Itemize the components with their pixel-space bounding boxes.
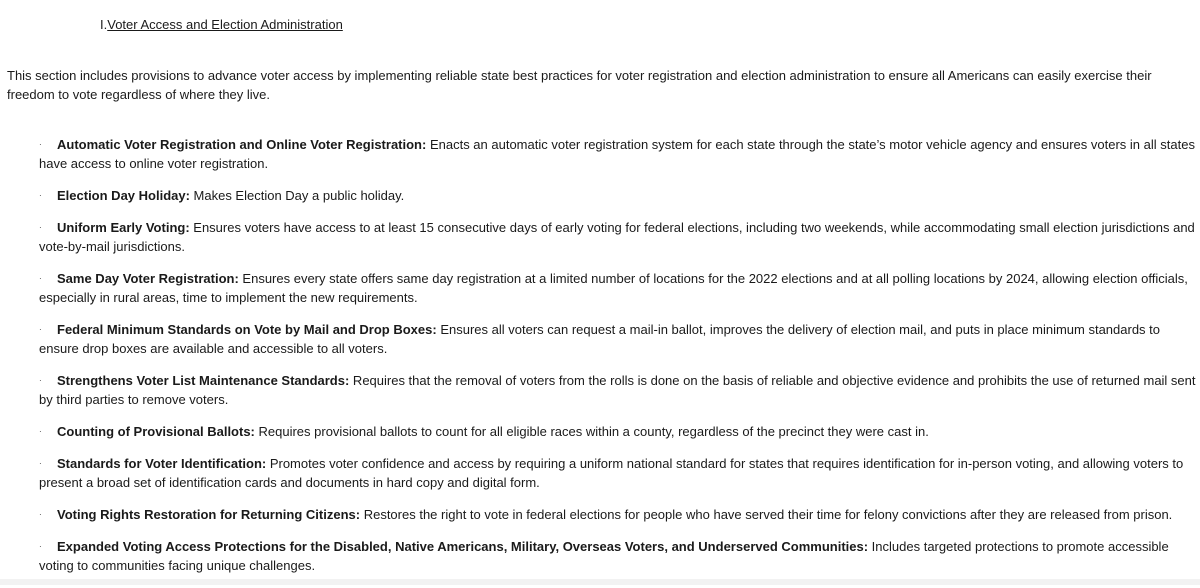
provision-text: Requires that the removal of voters from the rolls is done on the basis of reliable and objective evidence and prohibits the use of returned mail sent by third parties to remove voters. [39, 373, 1196, 407]
provision-label: Expanded Voting Access Protections for the Disabled, Native Americans, Military, Overseas Voters, and Underserved Communities: [57, 539, 869, 554]
bullet-icon: · [39, 140, 42, 149]
provision-label: Federal Minimum Standards on Vote by Mail and Drop Boxes: [57, 322, 437, 337]
provision-text: Ensures voters have access to at least 15 consecutive days of early voting for federal elections, including two weekends, while accommodating small election jurisdictions and vote-by-mail jurisdictions. [39, 220, 1195, 254]
provision-item [39, 422, 1199, 441]
provision-label: Same Day Voter Registration: [57, 271, 239, 286]
provision-item [39, 186, 1199, 205]
provision-item [39, 371, 1199, 409]
bullet-icon: · [39, 191, 42, 200]
provision-text: Ensures every state offers same day registration at a limited number of locations for the 2022 elections and at all polling locations by 2024, allowing election officials, especially in rural areas, time to implement the new requirements. [39, 271, 1188, 305]
provision-text: Makes Election Day a public holiday. [189, 188, 405, 203]
provision-label: Counting of Provisional Ballots: [57, 424, 255, 439]
bullet-icon: · [39, 459, 42, 468]
provision-label: Voting Rights Restoration for Returning Citizens: [57, 507, 361, 522]
provision-label: Standards for Voter Identification: [57, 456, 267, 471]
provision-item [39, 537, 1199, 575]
bullet-icon: · [39, 542, 42, 551]
bottom-edge [0, 579, 1200, 585]
provision-text: Requires provisional ballots to count for all eligible races within a county, regardless of the precinct they were cast in. [254, 424, 929, 439]
provision-label: Strengthens Voter List Maintenance Standards: [57, 373, 350, 388]
provision-item [39, 454, 1199, 492]
provision-text: Includes targeted protections to promote accessible voting to communities facing unique challenges. [39, 539, 1169, 573]
provision-item [39, 269, 1199, 307]
provision-item [39, 320, 1199, 358]
provision-list [39, 135, 1199, 588]
provision-label: Election Day Holiday: [57, 188, 190, 203]
provision-item [39, 505, 1199, 524]
provision-text: Enacts an automatic voter registration system for each state through the state’s motor vehicle agency and ensures voters in all states have access to online voter registration. [39, 137, 1195, 171]
provision-label: Uniform Early Voting: [57, 220, 190, 235]
provision-text: Promotes voter confidence and access by requiring a uniform national standard for states that requires identification for in-person voting, and allowing voters to present a broad set of identification cards and documents in hard copy and digital form. [39, 456, 1184, 490]
bullet-icon: · [39, 376, 42, 385]
section-number: I. [100, 17, 108, 32]
bullet-icon: · [39, 510, 42, 519]
provision-text: Ensures all voters can request a mail-in ballot, improves the delivery of election mail, and puts in place minimum standards to ensure drop boxes are available and accessible to all voters. [39, 322, 1161, 356]
bullet-icon: · [39, 325, 42, 334]
section-heading [100, 16, 343, 34]
bullet-icon: · [39, 427, 42, 436]
provision-label: Automatic Voter Registration and Online Voter Registration: [57, 137, 427, 152]
provision-item [39, 135, 1199, 173]
section-title: Voter Access and Election Administration [107, 17, 343, 32]
provision-text: Restores the right to vote in federal elections for people who have served their time for felony convictions after they are released from prison. [360, 507, 1173, 522]
bullet-icon: · [39, 274, 42, 283]
bullet-icon: · [39, 223, 42, 232]
intro-paragraph: This section includes provisions to advance voter access by implementing reliable state best practices for voter registration and election administration to ensure all Americans can easily exercise their freedom to vote regardless of where they live. [7, 68, 1152, 102]
provision-item [39, 218, 1199, 256]
